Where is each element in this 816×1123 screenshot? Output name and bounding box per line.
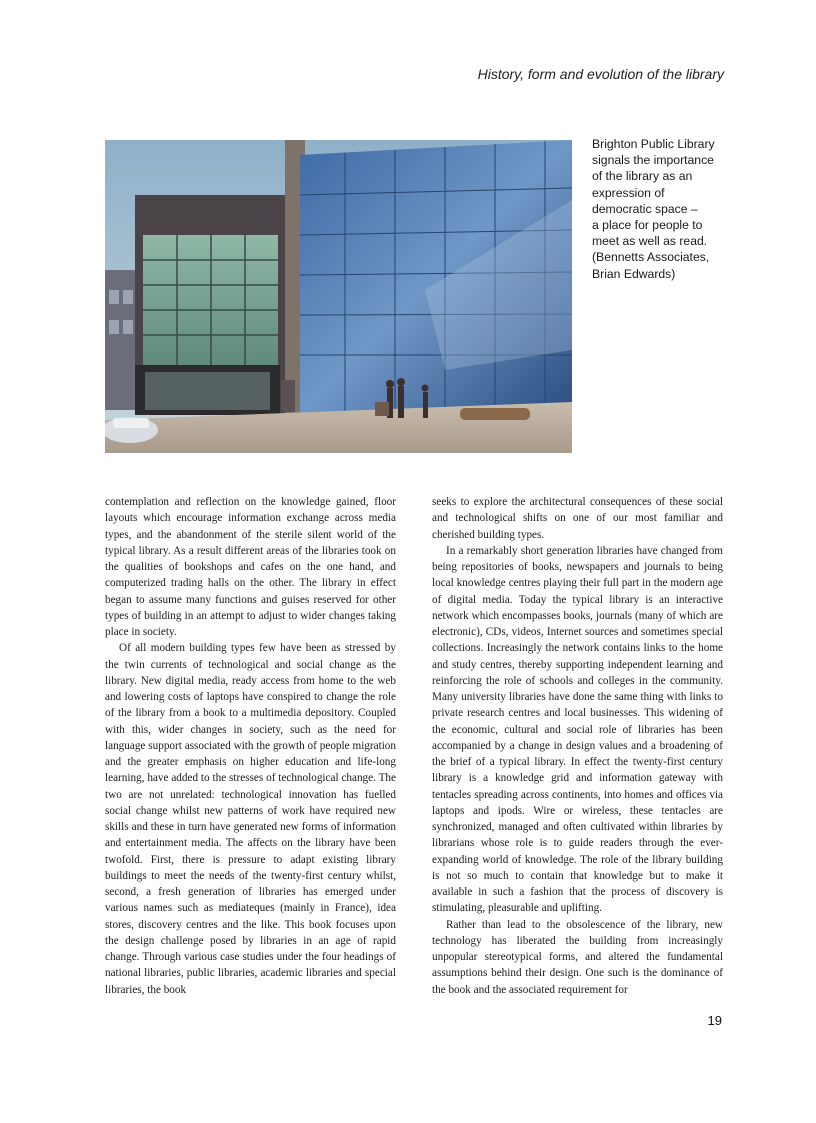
caption-line: of the library as an [592,169,693,184]
paragraph: Of all modern building types few have been as stressed by the twin currents of technological and social change as the library. New digital media, ready access from home to the web and lowering costs of laptops have conspired to change the role of the library from a book to a multimedia depository. Coupled with this, wider changes in society, such as the need for language support associated with the growth of people migration and the greater emphasis on higher education and life-long learning, have added to the stresses of technological change. The two are not unrelated: technological innovation has fuelled social change whilst new patterns of work have required new skills and these in turn have generated new forms of information and entertainment media. The affects on the library have been twofold. First, there is pressure to adapt existing library buildings to meet the needs of the twenty-first century whilst, second, a fresh generation of libraries has emerged under various names such as mediateques (mainly in France), idea stores, discovery centres and the like. This book focuses upon the design challenge posed by libraries in an age of rapid change. Through various case studies under the four headings of national libraries, public libraries, academic libraries and special libraries, the book [105,642,396,996]
caption-line: (Bennetts Associates, [592,250,710,265]
paragraph: contemplation and reflection on the knowledge gained, floor layouts which encourage information exchange across media types, and the abandonment of the sterile silent world of the typical library. As a result different areas of the libraries took on the qualities of bookshops and cafes on the one hand, and computerized trading halls on the other. The library in effect began to assume many functions and guises reserved for other types of building in an attempt to adjust to wider changes taking place in society. [105,496,396,638]
caption-line: signals the importance [592,153,714,168]
caption-line: expression of [592,185,665,200]
running-head: History, form and evolution of the library [477,66,724,82]
caption-line: a place for people to [592,218,703,233]
caption-line: meet as well as read. [592,234,708,249]
building-illustration [105,140,572,453]
paragraph: In a remarkably short generation libraries have changed from being repositories of books, newspapers and journals to being local knowledge centres playing their full part in the modern age of digital media. Today the typical library is an interactive network which encompasses books, journals (many of which are electronic), CDs, videos, Internet sources and sometimes special collections. Increasingly the network contains links to the home and study centres, thereby supporting independent learning and reinforcing the role of schools and colleges in the community. Many university libraries have done the same thing with links to private research centres and local businesses. This widening of the economic, cultural and social role of libraries has been accompanied by a change in design values and a broadening of the brief of a typical library. In effect the twenty-first century library is a knowledge grid and information gateway with tentacles spreading across continents, into homes and offices via laptops and ipods. Wire or wireless, these tentacles are synchronized, managed and often cultivated within libraries by librarians whose role is to guide readers through the ever-expanding world of knowledge. The role of the library building is not so much to contain that knowledge but to make it available in such a fashion that the process of discovery is stimulating, pleasurable and uplifting. [432,544,723,915]
caption-line: Brighton Public Library [592,137,715,151]
caption-line: democratic space – [592,201,698,216]
caption-line: Brian Edwards) [592,266,676,281]
paragraph: seeks to explore the architectural consequences of these social and technological shifts on one of our most familiar and cherished building types. [432,496,723,541]
building-photo [105,140,572,453]
page-number: 19 [707,1013,722,1028]
body-column-left [105,494,396,998]
figure-caption [592,136,730,282]
body-column-right [432,494,723,998]
paragraph: Rather than lead to the obsolescence of the library, new technology has liberated the building from increasingly unpopular stereotypical forms, and altered the fundamental assumptions behind their design. One such is the dominance of the book and the associated requirement for [432,918,723,996]
